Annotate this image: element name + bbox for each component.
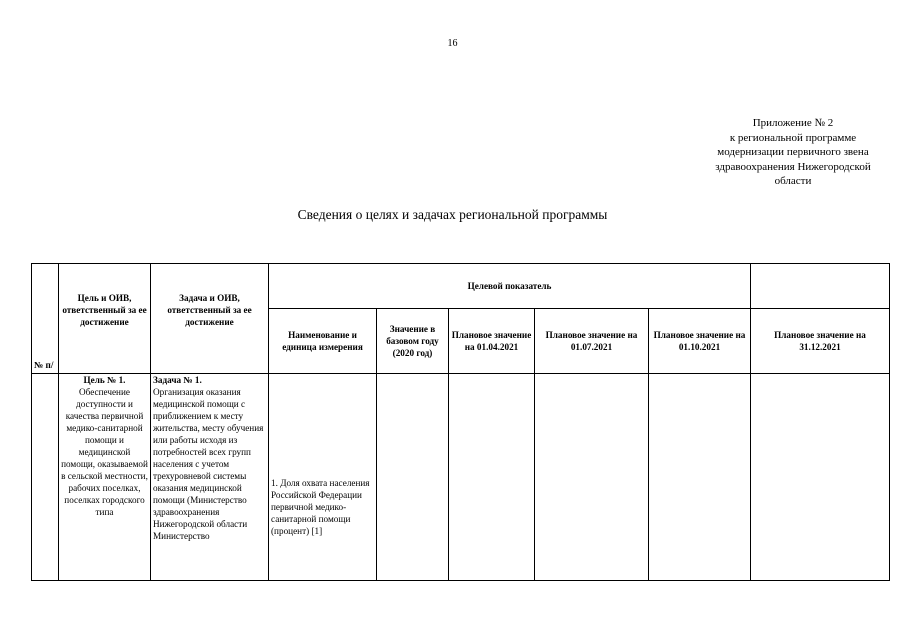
- header-task: Задача и ОИВ, ответственный за ее достижение: [151, 264, 269, 374]
- goals-table: [31, 263, 890, 581]
- appendix-line: области: [774, 175, 812, 187]
- appendix-line: Приложение № 2: [752, 117, 834, 129]
- header-plan-0110: Плановое значение на 01.10.2021: [649, 309, 751, 374]
- plan-0107-cell: [535, 374, 649, 581]
- header-number: № п/: [32, 264, 59, 374]
- header-plan-0104: Плановое значение на 01.04.2021: [449, 309, 535, 374]
- header-goal: Цель и ОИВ, ответственный за ее достижение: [59, 264, 151, 374]
- page-number: 16: [447, 38, 458, 49]
- base-value-cell: [377, 374, 449, 581]
- plan-3112-cell: [751, 374, 890, 581]
- document-title: Сведения о целях и задачах региональной программы: [297, 207, 608, 222]
- row-number-cell: [32, 374, 59, 581]
- plan-0110-cell: [649, 374, 751, 581]
- header-plan-0107: Плановое значение на 01.07.2021: [535, 309, 649, 374]
- table-row: [32, 374, 890, 581]
- header-plan-3112: Плановое значение на 31.12.2021: [751, 309, 890, 374]
- task-cell: [151, 374, 269, 581]
- header-blank: [751, 264, 890, 309]
- task-title: Задача № 1.: [153, 375, 202, 385]
- appendix-line: здравоохранения Нижегородской: [715, 160, 871, 173]
- indicator-name-cell: [269, 374, 377, 581]
- goal-cell: [59, 374, 151, 581]
- plan-0104-cell: [449, 374, 535, 581]
- appendix-line: к региональной программе: [729, 131, 857, 144]
- indicator-name: 1. Доля охвата населения Российской Федерации первичной медико-санитарной помощи (процент) [1]: [271, 478, 370, 536]
- goal-text: Обеспечение доступности и качества первичной медико-санитарной помощи и медицинской помощи, оказываемой в сельской местности, рабочих поселках, поселках городского типа: [61, 387, 148, 517]
- header-indicator-name: Наименование и единица измерения: [269, 309, 377, 374]
- header-base-value: Значение в базовом году (2020 год): [377, 309, 449, 374]
- appendix-note: [688, 116, 898, 189]
- appendix-line: модернизации первичного звена: [717, 146, 869, 158]
- task-text: Организация оказания медицинской помощи с приближением к месту жительства, месту обучения или работы исходя из потребностей всех групп населения с учетом трехуровневой системы оказания медицинской помощи (Министерство здравоохранения Нижегородской области Министерство: [153, 387, 264, 541]
- header-indicator: Целевой показатель: [269, 264, 751, 309]
- goal-title: Цель № 1.: [83, 375, 126, 385]
